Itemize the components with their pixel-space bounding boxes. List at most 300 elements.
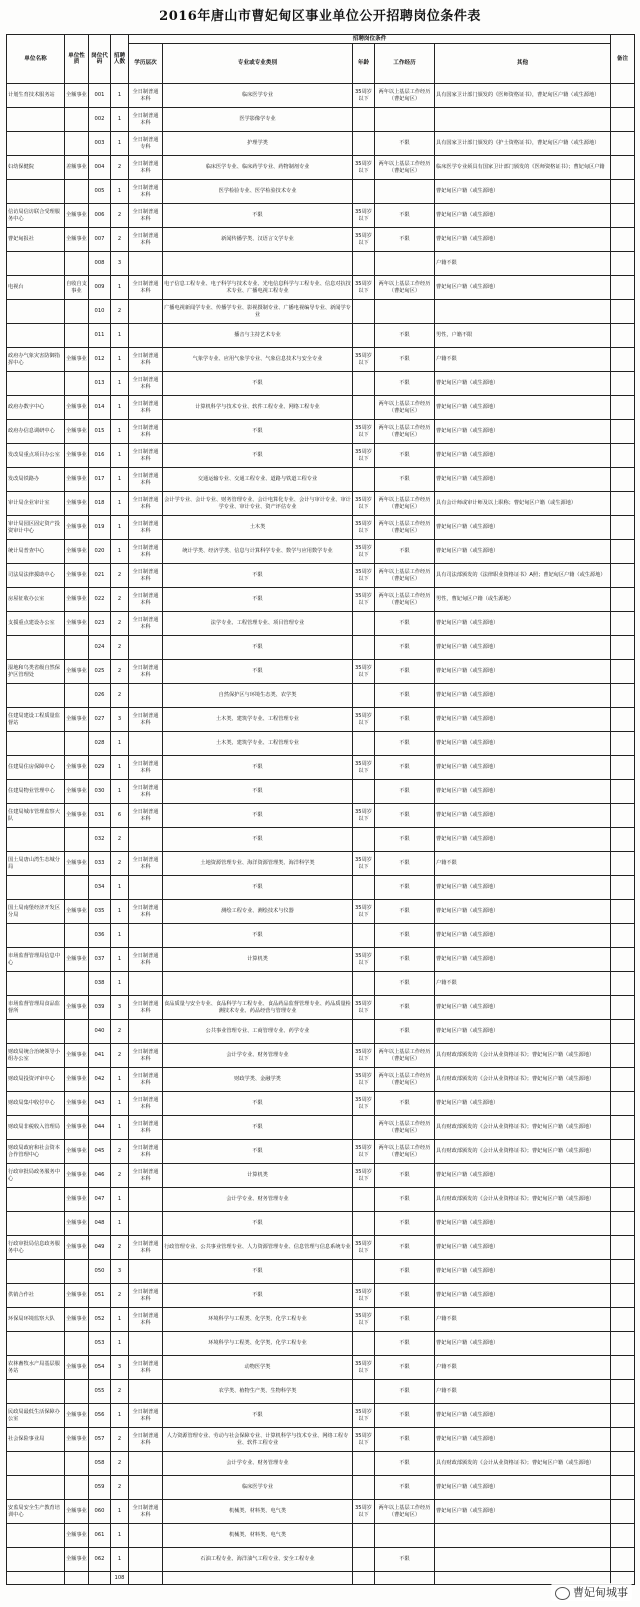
cell-num: 2 (111, 228, 129, 252)
cell-major: 机械类、材料类、电气类 (163, 1524, 353, 1548)
table-row (7, 1044, 635, 1068)
cell-code: 041 (89, 1044, 111, 1068)
cell-remark (611, 780, 635, 804)
cell-remark (611, 1188, 635, 1212)
cell-num: 1 (111, 1092, 129, 1116)
cell-other: 户籍不限 (435, 852, 611, 876)
cell-num: 1 (111, 108, 129, 132)
cell-edu (129, 924, 163, 948)
cell-code: 039 (89, 996, 111, 1020)
table-row (7, 348, 635, 372)
cell-dept: 财政局非税收入管理局 (7, 1116, 65, 1140)
cell-major: 食品质量与安全专业、食品科学与工程专业、食品药品监督管理专业、药品质量检测技术专业、药品经营与管理专业 (163, 996, 353, 1020)
cell-nature: 全额事业 (65, 1428, 89, 1452)
table-row (7, 540, 635, 564)
cell-age: 35周岁以下 (353, 1356, 375, 1380)
cell-major: 环境科学与工程类、化学类、化学工程专业 (163, 1308, 353, 1332)
cell-other: 曹妃甸区户籍（或生源地） (435, 900, 611, 924)
cell-num: 1 (111, 540, 129, 564)
cell-exp: 不限 (375, 732, 435, 756)
table-row (7, 300, 635, 324)
cell-exp: 不限 (375, 444, 435, 468)
cell-dept: 计划生育技术服务站 (7, 84, 65, 108)
cell-code: 062 (89, 1548, 111, 1572)
cell-age: 35周岁以下 (353, 1404, 375, 1428)
cell-remark (611, 948, 635, 972)
table-row (7, 1356, 635, 1380)
cell-remark (611, 1308, 635, 1332)
cell-major: 不限 (163, 876, 353, 900)
cell-nature (65, 1332, 89, 1356)
cell-other: 曹妃甸区户籍（或生源地） (435, 1236, 611, 1260)
cell-dept (7, 1188, 65, 1212)
cell-other: 曹妃甸区户籍（或生源地） (435, 1260, 611, 1284)
cell-remark (611, 1380, 635, 1404)
cell-code: 019 (89, 516, 111, 540)
cell-dept (7, 684, 65, 708)
cell-age (353, 396, 375, 420)
cell-other: 曹妃甸区户籍（或生源地） (435, 1020, 611, 1044)
cell-major: 不限 (163, 1092, 353, 1116)
cell-other: 曹妃甸区户籍（或生源地） (435, 372, 611, 396)
cell-dept (7, 1260, 65, 1284)
cell-code: 044 (89, 1116, 111, 1140)
table-row (7, 156, 635, 180)
cell-num: 2 (111, 1236, 129, 1260)
cell-code: 024 (89, 636, 111, 660)
cell-edu: 全日制普通本科 (129, 564, 163, 588)
cell-nature: 全额事业 (65, 1164, 89, 1188)
cell-edu: 全日制普通本科 (129, 948, 163, 972)
cell-nature: 全额事业 (65, 468, 89, 492)
cell-age (353, 252, 375, 276)
total-row (7, 1572, 635, 1585)
cell-edu: 全日制普通本科 (129, 1404, 163, 1428)
cell-dept (7, 924, 65, 948)
cell-major (163, 972, 353, 996)
cell-remark (611, 684, 635, 708)
cell-code: 012 (89, 348, 111, 372)
cell-num: 3 (111, 1260, 129, 1284)
cell-exp: 不限 (375, 540, 435, 564)
cell-other: 具有国家卫计部门颁发的《护士资格证书》，曹妃甸区户籍（或生源地） (435, 132, 611, 156)
cell-major: 动物医学类 (163, 1356, 353, 1380)
cell-remark (611, 1140, 635, 1164)
cell-dept: 行政审批局政务服务中心 (7, 1164, 65, 1188)
cell-num: 1 (111, 180, 129, 204)
table-row (7, 252, 635, 276)
cell-other: 曹妃甸区户籍（或生源地） (435, 1164, 611, 1188)
cell-num: 1 (111, 324, 129, 348)
cell-code: 029 (89, 756, 111, 780)
cell-edu (129, 1332, 163, 1356)
cell-other: 曹妃甸区户籍（或生源地） (435, 612, 611, 636)
cell-other (435, 1548, 611, 1572)
cell-edu (129, 300, 163, 324)
cell-major: 会计学专业、财务管理专业 (163, 1452, 353, 1476)
cell-code: 035 (89, 900, 111, 924)
cell-code: 031 (89, 804, 111, 828)
cell-num: 1 (111, 1188, 129, 1212)
cell-nature (65, 132, 89, 156)
table-row (7, 444, 635, 468)
table-row (7, 900, 635, 924)
cell-code: 008 (89, 252, 111, 276)
cell-age: 35周岁以下 (353, 852, 375, 876)
cell-code: 047 (89, 1188, 111, 1212)
cell-nature: 全额事业 (65, 804, 89, 828)
cell-remark (611, 84, 635, 108)
cell-other: 曹妃甸区户籍（或生源地） (435, 924, 611, 948)
header-major: 专业或专业类别 (163, 44, 353, 84)
table-row (7, 564, 635, 588)
cell-edu: 全日制普通本科 (129, 804, 163, 828)
cell-exp: 两年以上基层工作经历（曹妃甸区） (375, 588, 435, 612)
cell-other: 曹妃甸区户籍（或生源地） (435, 948, 611, 972)
cell-dept: 曹妃甸报社 (7, 228, 65, 252)
cell-age: 35周岁以下 (353, 1044, 375, 1068)
cell-edu (129, 252, 163, 276)
cell-age: 35周岁以下 (353, 516, 375, 540)
cell-remark (611, 1500, 635, 1524)
cell-exp: 两年以上基层工作经历（曹妃甸区） (375, 420, 435, 444)
table-row (7, 732, 635, 756)
cell-code: 051 (89, 1284, 111, 1308)
cell-num: 3 (111, 1356, 129, 1380)
cell-exp: 不限 (375, 708, 435, 732)
cell-other: 具有国家卫计部门颁发的《医师资格证书》，曹妃甸区户籍（或生源地） (435, 84, 611, 108)
table-row (7, 1116, 635, 1140)
cell-edu (129, 1212, 163, 1236)
cell-exp: 不限 (375, 1332, 435, 1356)
cell-num: 1 (111, 1332, 129, 1356)
cell-major: 自然保护区与环境生态类、农学类 (163, 684, 353, 708)
cell-remark (611, 1476, 635, 1500)
cell-age (353, 180, 375, 204)
cell-exp: 不限 (375, 204, 435, 228)
cell-dept (7, 180, 65, 204)
cell-code: 057 (89, 1428, 111, 1452)
cell-code: 038 (89, 972, 111, 996)
cell-major: 不限 (163, 1260, 353, 1284)
table-row (7, 996, 635, 1020)
cell-other (435, 300, 611, 324)
cell-other: 曹妃甸区户籍（或生源地） (435, 1476, 611, 1500)
cell-num: 2 (111, 636, 129, 660)
cell-other: 具有会计师或审计师及以上职称；曹妃甸区户籍（或生源地） (435, 492, 611, 516)
cell-major: 医学检验专业、医学检验技术专业 (163, 180, 353, 204)
cell-code: 022 (89, 588, 111, 612)
cell-major: 土地资源管理专业、海洋资源管理类、海洋科学类 (163, 852, 353, 876)
cell-major: 计算机类 (163, 948, 353, 972)
cell-nature: 全额事业 (65, 1236, 89, 1260)
cell-other: 男性，曹妃甸区户籍（或生源地） (435, 588, 611, 612)
table-row (7, 420, 635, 444)
cell-age: 35周岁以下 (353, 276, 375, 300)
cell-edu: 全日制普通本科 (129, 276, 163, 300)
cell-remark (611, 1212, 635, 1236)
cell-code: 054 (89, 1356, 111, 1380)
cell-edu (129, 876, 163, 900)
table-row (7, 1452, 635, 1476)
cell-age (353, 468, 375, 492)
cell-exp: 不限 (375, 1236, 435, 1260)
cell-num: 1 (111, 132, 129, 156)
cell-major: 临床医学专业、临床药学专业、药物制剂专业 (163, 156, 353, 180)
cell-exp: 不限 (375, 1020, 435, 1044)
cell-dept (7, 132, 65, 156)
table-row (7, 852, 635, 876)
table-row (7, 132, 635, 156)
cell-major: 广播电视新闻学专业、传播学专业、影视摄制专业、广播电视编导专业、新闻学专业 (163, 300, 353, 324)
cell-num: 2 (111, 300, 129, 324)
cell-remark (611, 252, 635, 276)
cell-dept: 发改局铁路办 (7, 468, 65, 492)
cell-num: 1 (111, 780, 129, 804)
table-row (7, 972, 635, 996)
cell-num: 1 (111, 1212, 129, 1236)
position-table (6, 34, 635, 1585)
cell-nature (65, 636, 89, 660)
cell-exp: 不限 (375, 1092, 435, 1116)
cell-exp: 两年以上基层工作经历（曹妃甸区） (375, 84, 435, 108)
cell-num: 1 (111, 1500, 129, 1524)
table-row (7, 1404, 635, 1428)
cell-other: 曹妃甸区户籍（或生源地） (435, 276, 611, 300)
cell-edu (129, 1476, 163, 1500)
cell-dept (7, 876, 65, 900)
cell-nature: 全额事业 (65, 1212, 89, 1236)
cell-edu: 全日制普通本科 (129, 516, 163, 540)
cell-nature: 全额事业 (65, 1524, 89, 1548)
cell-code: 014 (89, 396, 111, 420)
cell-code: 004 (89, 156, 111, 180)
cell-edu (129, 1020, 163, 1044)
cell-exp: 两年以上基层工作经历（曹妃甸区） (375, 492, 435, 516)
cell-major: 临床医学专业 (163, 1476, 353, 1500)
header-nature: 单位性质 (65, 35, 89, 84)
cell-major: 气象学专业、应用气象学专业、气象信息技术与安全专业 (163, 348, 353, 372)
cell-nature: 全额事业 (65, 900, 89, 924)
cell-code: 011 (89, 324, 111, 348)
cell-exp: 不限 (375, 924, 435, 948)
cell-major: 会计学专业、财务管理专业 (163, 1188, 353, 1212)
cell-exp: 不限 (375, 1476, 435, 1500)
cell-dept (7, 1212, 65, 1236)
cell-dept: 信访局信访联合受理服务中心 (7, 204, 65, 228)
cell-major (163, 252, 353, 276)
cell-other: 曹妃甸区户籍（或生源地） (435, 660, 611, 684)
cell-remark (611, 348, 635, 372)
cell-other: 户籍不限 (435, 1380, 611, 1404)
cell-remark (611, 876, 635, 900)
cell-other: 户籍不限 (435, 972, 611, 996)
cell-age: 35周岁以下 (353, 1068, 375, 1092)
cell-remark (611, 1452, 635, 1476)
cell-remark (611, 996, 635, 1020)
cell-nature: 全额事业 (65, 1284, 89, 1308)
cell-num: 1 (111, 1308, 129, 1332)
cell-age: 35周岁以下 (353, 1500, 375, 1524)
cell-code: 040 (89, 1020, 111, 1044)
cell-exp: 不限 (375, 996, 435, 1020)
cell-exp: 不限 (375, 804, 435, 828)
cell-other: 具有财政部颁发的《会计从业资格证书》；曹妃甸区户籍（或生源地） (435, 1452, 611, 1476)
cell-age: 35周岁以下 (353, 204, 375, 228)
cell-other: 曹妃甸区户籍（或生源地） (435, 540, 611, 564)
cell-edu (129, 324, 163, 348)
table-row (7, 324, 635, 348)
cell-dept: 财政局政府和社会资本合作管理中心 (7, 1140, 65, 1164)
cell-age: 35周岁以下 (353, 348, 375, 372)
cell-remark (611, 732, 635, 756)
cell-dept (7, 972, 65, 996)
cell-nature (65, 108, 89, 132)
cell-nature (65, 684, 89, 708)
cell-remark (611, 324, 635, 348)
cell-major: 会计学专业、财务管理专业 (163, 1044, 353, 1068)
cell-exp: 不限 (375, 1308, 435, 1332)
cell-edu: 全日制普通本科 (129, 396, 163, 420)
cell-nature: 全额事业 (65, 1188, 89, 1212)
cell-nature: 全额事业 (65, 516, 89, 540)
cell-dept (7, 324, 65, 348)
cell-code: 056 (89, 1404, 111, 1428)
cell-edu: 全日制普通本科 (129, 1500, 163, 1524)
cell-dept: 国土局唐山湾生态城分局 (7, 852, 65, 876)
cell-code: 009 (89, 276, 111, 300)
table-row (7, 180, 635, 204)
cell-remark (611, 108, 635, 132)
cell-age (353, 828, 375, 852)
table-row (7, 276, 635, 300)
cell-code: 050 (89, 1260, 111, 1284)
cell-exp: 两年以上基层工作经历（曹妃甸区） (375, 156, 435, 180)
cell-nature: 全额事业 (65, 948, 89, 972)
cell-other: 曹妃甸区户籍（或生源地） (435, 780, 611, 804)
cell-dept: 住建局物业管理中心 (7, 780, 65, 804)
cell-edu: 全日制普通本科 (129, 588, 163, 612)
table-row (7, 1020, 635, 1044)
cell-num: 2 (111, 1428, 129, 1452)
cell-age (353, 1260, 375, 1284)
cell-major: 不限 (163, 756, 353, 780)
cell-dept: 政府办数字中心 (7, 396, 65, 420)
cell-code: 013 (89, 372, 111, 396)
cell-code: 043 (89, 1092, 111, 1116)
cell-other: 具有财政部颁发的《会计从业资格证书》；曹妃甸区户籍（或生源地） (435, 1116, 611, 1140)
cell-remark (611, 1548, 635, 1572)
cell-major: 不限 (163, 804, 353, 828)
cell-nature: 全额事业 (65, 228, 89, 252)
cell-exp: 不限 (375, 684, 435, 708)
cell-exp: 不限 (375, 948, 435, 972)
cell-remark (611, 828, 635, 852)
cell-age (353, 1476, 375, 1500)
cell-nature (65, 1380, 89, 1404)
cell-major: 不限 (163, 828, 353, 852)
cell-major: 播音与主持艺术专业 (163, 324, 353, 348)
cell-edu: 全日制普通本科 (129, 780, 163, 804)
cell-edu: 全日制普通本科 (129, 660, 163, 684)
cell-edu: 全日制普通本科 (129, 900, 163, 924)
cell-other: 临床医学专业须具有国家卫计部门颁发的《医师资格证书》；曹妃甸区户籍 (435, 156, 611, 180)
cell-age (353, 372, 375, 396)
cell-exp: 两年以上基层工作经历（曹妃甸区） (375, 564, 435, 588)
cell-remark (611, 612, 635, 636)
cell-dept: 住建局建设工程质量监督站 (7, 708, 65, 732)
cell-nature: 全额事业 (65, 1068, 89, 1092)
cell-other: 具有财政部颁发的《会计从业资格证书》；曹妃甸区户籍（或生源地） (435, 1140, 611, 1164)
cell-remark (611, 804, 635, 828)
cell-exp: 不限 (375, 372, 435, 396)
cell-dept: 市场监督管理局食品监督所 (7, 996, 65, 1020)
cell-edu: 全日制普通本科 (129, 1428, 163, 1452)
cell-nature: 全额事业 (65, 84, 89, 108)
cell-major: 电子信息工程专业、电子科学与技术专业、光电信息科学与工程专业、信息对抗技术专业、广播电视工程专业 (163, 276, 353, 300)
cell-edu: 全日制普通本科 (129, 1356, 163, 1380)
cell-num: 2 (111, 156, 129, 180)
page-title: 2016年唐山市曹妃甸区事业单位公开招聘岗位条件表 (159, 9, 481, 24)
cell-remark (611, 708, 635, 732)
cell-dept (7, 372, 65, 396)
cell-age: 35周岁以下 (353, 540, 375, 564)
wechat-icon (555, 1587, 570, 1600)
cell-exp: 不限 (375, 780, 435, 804)
cell-nature: 全额事业 (65, 492, 89, 516)
cell-major: 不限 (163, 1116, 353, 1140)
cell-major: 环境科学与工程类、化学类、化学工程专业 (163, 1332, 353, 1356)
table-row (7, 1524, 635, 1548)
cell-num: 2 (111, 564, 129, 588)
watermark (551, 1583, 632, 1601)
header-remark: 备注 (611, 35, 635, 84)
cell-exp: 不限 (375, 348, 435, 372)
cell-num: 2 (111, 1452, 129, 1476)
cell-age: 35周岁以下 (353, 708, 375, 732)
cell-num: 1 (111, 756, 129, 780)
cell-nature: 全额事业 (65, 1044, 89, 1068)
cell-nature (65, 180, 89, 204)
cell-edu: 全日制普通本科 (129, 420, 163, 444)
cell-code: 049 (89, 1236, 111, 1260)
cell-edu: 全日制普通本科 (129, 1044, 163, 1068)
table-row (7, 1188, 635, 1212)
cell-other: 曹妃甸区户籍（或生源地） (435, 516, 611, 540)
cell-exp: 不限 (375, 636, 435, 660)
cell-remark (611, 396, 635, 420)
cell-num: 2 (111, 1476, 129, 1500)
cell-remark (611, 180, 635, 204)
cell-age (353, 1548, 375, 1572)
cell-age (353, 1452, 375, 1476)
cell-nature: 全额事业 (65, 420, 89, 444)
table-row (7, 828, 635, 852)
cell-dept (7, 1524, 65, 1548)
cell-dept: 行政审批局信息政务服务中心 (7, 1236, 65, 1260)
cell-remark (611, 1284, 635, 1308)
cell-edu: 全日制普通本科 (129, 108, 163, 132)
cell-code: 001 (89, 84, 111, 108)
cell-code: 061 (89, 1524, 111, 1548)
cell-num: 2 (111, 684, 129, 708)
cell-other: 曹妃甸区户籍（或生源地） (435, 1428, 611, 1452)
cell-age: 35周岁以下 (353, 996, 375, 1020)
cell-nature (65, 372, 89, 396)
cell-edu: 全日制普通本科 (129, 540, 163, 564)
table-row (7, 1308, 635, 1332)
watermark-text: 曹妃甸城事 (573, 1586, 628, 1599)
